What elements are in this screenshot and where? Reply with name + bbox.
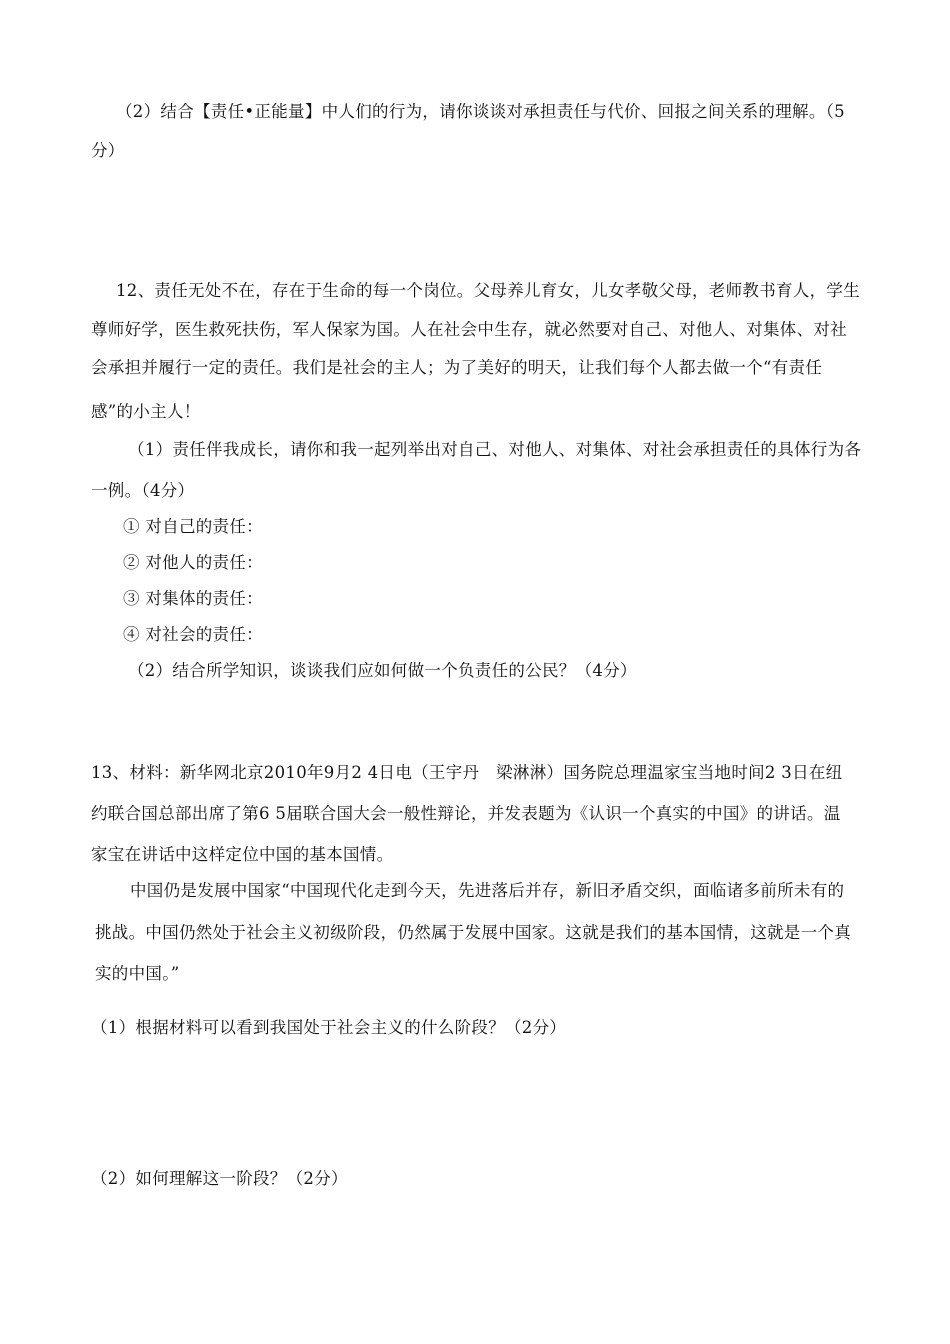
q13-part2: （2）如何理解这一阶段？（2分） — [91, 1169, 348, 1188]
q12-intro-line3: 会承担并履行一定的责任。我们是社会的主人；为了美好的明天，让我们每个人都去做一个“有责任 — [91, 358, 823, 377]
q13-quote-line3: 实的中国。” — [95, 964, 180, 983]
q12-item-self: ① 对自己的责任： — [123, 517, 263, 536]
q12-item-collective: ③ 对集体的责任： — [123, 589, 263, 608]
q12-part1-line1: （1）责任伴我成长，请你和我一起列举出对自己、对他人、对集体、对社会承担责任的具体行为各 — [128, 440, 862, 459]
q12-item-others: ② 对他人的责任： — [123, 553, 263, 572]
q12-item-society: ④ 对社会的责任： — [123, 625, 263, 644]
q11-part2-line1: （2）结合【责任•正能量】中人们的行为，请你谈谈对承担责任与代价、回报之间关系的理解。（5 — [116, 102, 845, 121]
q13-material-line3: 家宝在讲话中这样定位中国的基本国情。 — [91, 845, 394, 864]
q13-material-line2: 约联合国总部出席了第6 5届联合国大会一般性辩论，并发表题为《认识一个真实的中国》的讲话。温 — [91, 804, 841, 823]
q13-quote-line1: 中国仍是发展中国家“中国现代化走到今天，先进落后并存，新旧矛盾交织，面临诸多前所未有的 — [130, 881, 845, 900]
q12-intro-line4: 感”的小主人！ — [91, 402, 201, 421]
q11-part2-line2: 分） — [91, 141, 125, 160]
q13-part1: （1）根据材料可以看到我国处于社会主义的什么阶段？（2分） — [91, 1018, 567, 1037]
q12-part2: （2）结合所学知识，谈谈我们应如何做一个负责任的公民？（4分） — [128, 661, 637, 680]
q13-quote-line2: 挑战。中国仍然处于社会主义初级阶段，仍然属于发展中国家。这就是我们的基本国情，这就是一个真 — [95, 923, 851, 942]
q12-intro-line1: 12、责任无处不在，存在于生命的每一个岗位。父母养儿育女，儿女孝敬父母，老师教书育人，学生 — [116, 281, 860, 300]
q12-part1-line2: 一例。（4分） — [91, 481, 195, 500]
q13-material-line1: 13、材料：新华网北京2010年9月2 4日电（王宇丹 梁淋淋）国务院总理温家宝当地时间2 3日在纽 — [91, 763, 843, 782]
q12-intro-line2: 尊师好学，医生救死扶伤，军人保家为国。人在社会中生存，就必然要对自己、对他人、对集体、对社 — [91, 320, 847, 339]
